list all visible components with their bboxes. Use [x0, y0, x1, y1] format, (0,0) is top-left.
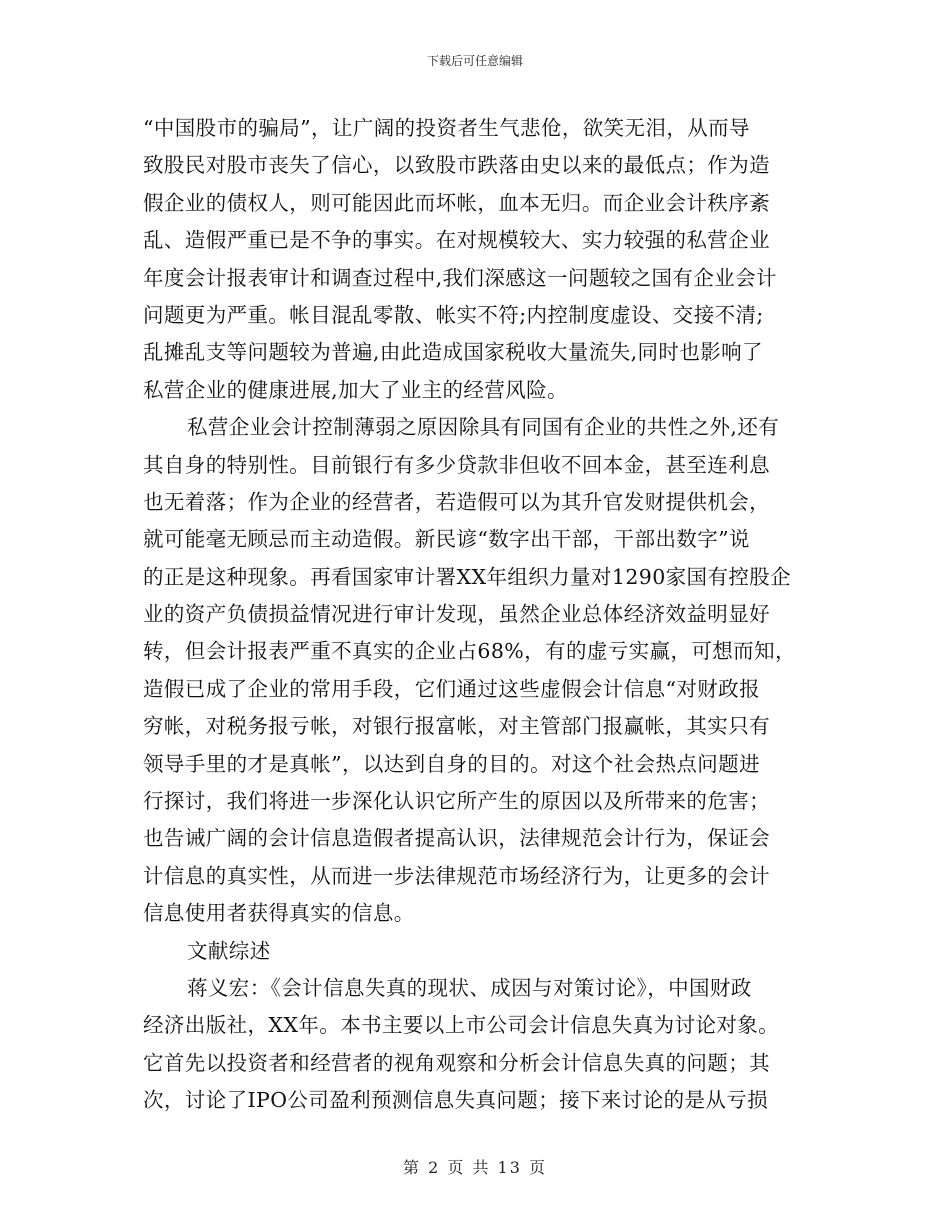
text-line: 也无着落；作为企业的经营者，若造假可以为其升官发财提供机会， [143, 489, 770, 514]
text-line: 蒋义宏：《会计信息失真的现状、成因与对策讨论》，中国财政 [187, 975, 752, 1000]
text-line: 私营企业的健康进展,加大了业主的经营风险。 [143, 377, 568, 402]
text-line: “中国股市的骗局”，让广阔的投资者生气悲伧，欲笑无泪，从而导 [143, 116, 750, 140]
text-line: 次，讨论了IPO公司盈利预测信息失真问题；接下来讨论的是从亏损 [143, 1088, 769, 1113]
text-line: 私营企业会计控制薄弱之原因除具有同国有企业的共性之外,还有 [187, 415, 780, 440]
document-body [143, 110, 808, 1120]
text-line: 乱、造假严重已是不争的事实。在对规模较大、实力较强的私营企业 [143, 228, 770, 253]
text-line: 其自身的特别性。目前银行有多少贷款非但收不回本金，甚至连利息 [143, 452, 770, 477]
text-line: 转，但会计报表严重不真实的企业占68%，有的虚亏实赢，可想而知， [143, 639, 796, 664]
text-line: 领导手里的才是真帐”，以达到自身的目的。对这个社会热点问题进 [143, 751, 760, 776]
text-line: 就可能毫无顾忌而主动造假。新民谚“数字出干部，干部出数字”说 [143, 527, 750, 552]
text-line: 业的资产负债损益情况进行审计发现，虽然企业总体经济效益明显好 [143, 602, 770, 627]
page-footer: 第 2 页 共 13 页 [403, 1158, 547, 1177]
text-line: 致股民对股市丧失了信心，以致股市跌落由史以来的最低点；作为造 [143, 153, 770, 178]
section-heading: 文献综述 [187, 938, 271, 963]
text-line: 年度会计报表审计和调查过程中,我们深感这一问题较之国有企业会计 [143, 265, 777, 290]
text-line: 造假已成了企业的常用手段，它们通过这些虚假会计信息“对财政报 [143, 676, 760, 701]
text-line: 问题更为严重。帐目混乱零散、帐实不符;内控制度虚设、交接不清; [143, 302, 764, 327]
text-line: 的正是这种现象。再看国家审计署XX年组织力量对1290家国有控股企 [143, 564, 792, 589]
text-line: 经济出版社，XX年。本书主要以上市公司会计信息失真为讨论对象。 [143, 1013, 780, 1038]
text-line: 假企业的债权人，则可能因此而坏帐，血本无归。而企业会计秩序紊 [143, 190, 770, 215]
page-header: 下载后可任意编辑 [426, 54, 523, 68]
text-line: 它首先以投资者和经营者的视角观察和分析会计信息失真的问题；其 [143, 1050, 770, 1075]
text-line: 也告诫广阔的会计信息造假者提高认识，法律规范会计行为，保证会 [143, 826, 770, 851]
text-line: 信息使用者获得真实的信息。 [143, 901, 415, 926]
text-line: 行探讨，我们将进一步深化认识它所产生的原因以及所带来的危害； [143, 789, 770, 814]
text-line: 计信息的真实性，从而进一步法律规范市场经济行为，让更多的会计 [143, 863, 770, 888]
text-line: 穷帐，对税务报亏帐，对银行报富帐，对主管部门报赢帐，其实只有 [143, 714, 770, 739]
text-line: 乱摊乱支等问题较为普遍,由此造成国家税收大量流失,同时也影响了 [143, 340, 763, 365]
